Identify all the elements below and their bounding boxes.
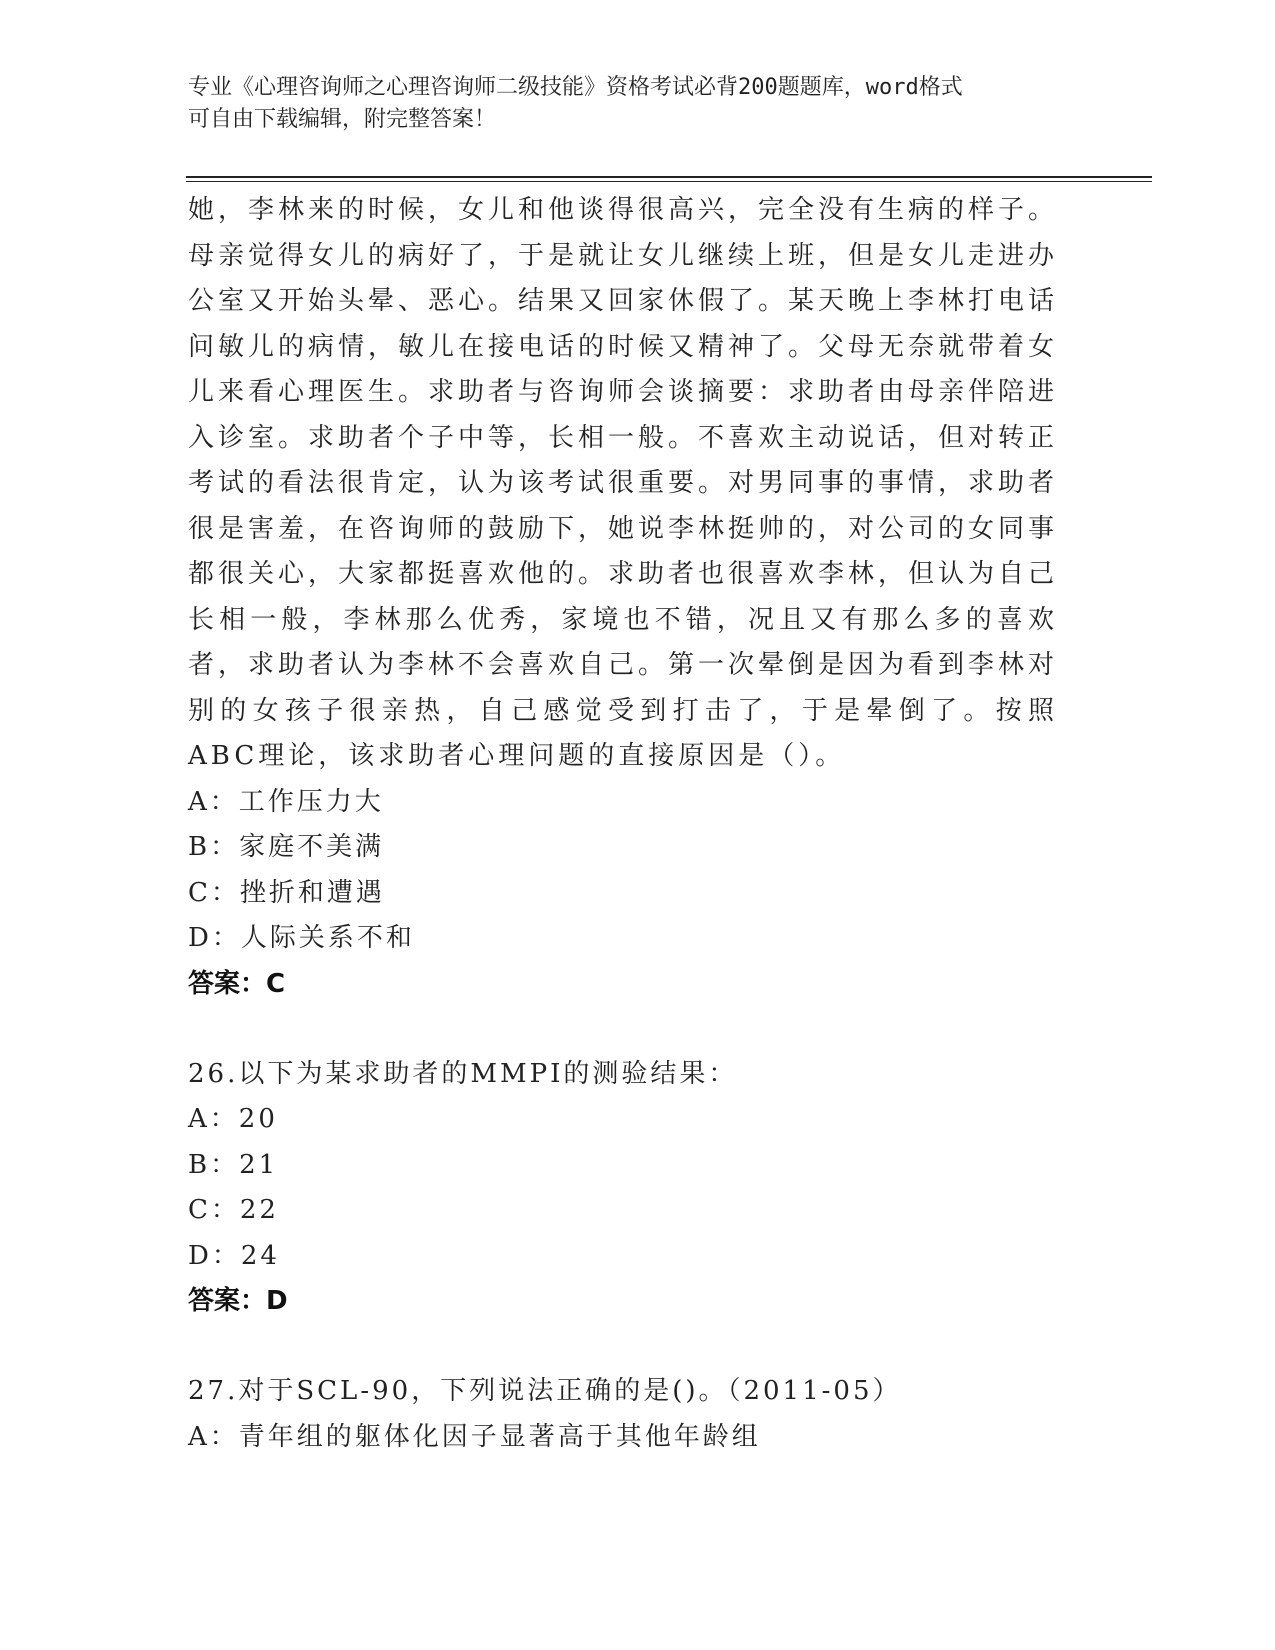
question-26-option-b: B：21 [188, 1149, 279, 1180]
page-header [188, 72, 1068, 136]
question-26-option-a: A：20 [188, 1104, 278, 1134]
question-26-option-d: D：24 [188, 1240, 280, 1271]
spacer [188, 1324, 1058, 1369]
header-divider-thin [186, 181, 1152, 182]
document-body [188, 188, 1058, 1460]
question-26 [188, 1052, 1058, 1325]
question-25 [188, 188, 1058, 1007]
question-26-title: 26.以下为某求助者的MMPI的测验结果： [188, 1058, 738, 1089]
question-25-option-c: C：挫折和遭遇 [188, 877, 385, 908]
question-25-answer: 答案：C [188, 968, 286, 999]
header-divider-thick [186, 176, 1152, 178]
spacer [188, 1007, 1058, 1052]
question-27-title: 27.对于SCL-90，下列说法正确的是()。（2011-05） [188, 1376, 902, 1406]
question-27 [188, 1369, 1058, 1460]
question-25-text: 她，李林来的时候，女儿和他谈得很高兴，完全没有生病的样子。母亲觉得女儿的病好了，于是就让女儿继续上班，但是女儿走进办公室又开始头晕、恶心。结果又回家休假了。某天晚上李林打电话问敏儿的病情，敏儿在接电话的时候又精神了。父母无奈就带着女儿来看心理医生。求助者与咨询师会谈摘要：求助者由母亲伴陪进入诊室。求助者个子中等，长相一般。不喜欢主动说话，但对转正考试的看法很肯定，认为该考试很重要。对男同事的事情，求助者很是害羞，在咨询师的鼓励下，她说李林挺帅的，对公司的女同事都很关心，大家都挺喜欢他的。求助者也很喜欢李林，但认为自己长相一般，李林那么优秀，家境也不错，况且又有那么多的喜欢者，求助者认为李林不会喜欢自己。第一次晕倒是因为看到李林对别的女孩子很亲热，自己感觉受到打击了，于是晕倒了。按照ABC理论，该求助者心理问题的直接原因是（）。 [188, 195, 1059, 771]
question-25-option-a: A：工作压力大 [188, 786, 384, 817]
question-26-option-c: C：22 [188, 1195, 279, 1225]
question-25-option-d: D：人际关系不和 [188, 923, 415, 953]
question-25-option-b: B：家庭不美满 [188, 832, 385, 862]
header-title-line-1: 专业《心理咨询师之心理咨询师二级技能》资格考试必背200题题库，word格式 [188, 75, 963, 100]
question-27-option-a: A：青年组的躯体化因子显著高于其他年龄组 [188, 1421, 761, 1452]
header-title-line-2: 可自由下载编辑，附完整答案！ [188, 107, 497, 132]
question-26-answer: 答案：D [188, 1286, 288, 1316]
